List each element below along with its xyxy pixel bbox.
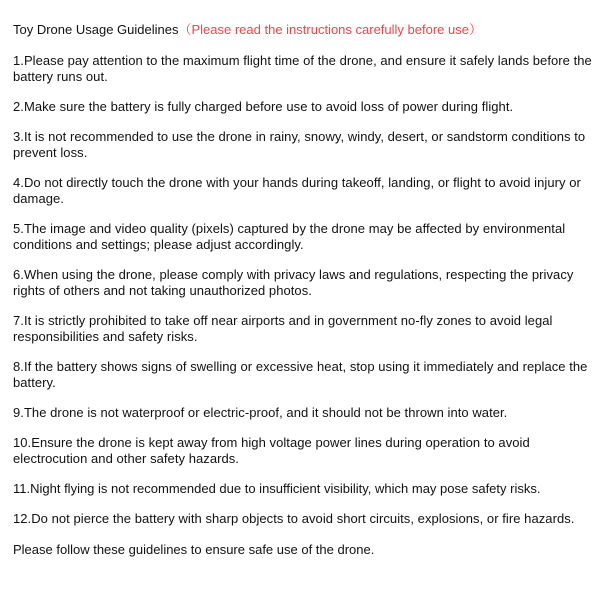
document-title-line xyxy=(13,22,597,38)
guideline-item-9: 9.The drone is not waterproof or electric-proof, and it should not be thrown into water. xyxy=(13,405,508,420)
guideline-list xyxy=(13,53,597,527)
guideline-item-1: 1.Please pay attention to the maximum flight time of the drone, and ensure it safely lands before the battery runs out. xyxy=(13,53,592,84)
guideline-item-10: 10.Ensure the drone is kept away from high voltage power lines during operation to avoid electrocution and other safety hazards. xyxy=(13,435,530,466)
guideline-item-4: 4.Do not directly touch the drone with your hands during takeoff, landing, or flight to avoid injury or damage. xyxy=(13,175,581,206)
guideline-item-7: 7.It is strictly prohibited to take off near airports and in government no-fly zones to avoid legal responsibilities and safety risks. xyxy=(13,313,553,344)
guideline-item-6: 6.When using the drone, please comply with privacy laws and regulations, respecting the privacy rights of others and not taking unauthorized photos. xyxy=(13,267,574,298)
title-note: （Please read the instructions carefully before use） xyxy=(178,22,482,37)
guideline-item-3: 3.It is not recommended to use the drone in rainy, snowy, windy, desert, or sandstorm conditions to prevent loss. xyxy=(13,129,586,160)
document-title: Toy Drone Usage Guidelines xyxy=(13,22,179,37)
guideline-item-8: 8.If the battery shows signs of swelling or excessive heat, stop using it immediately and replace the battery. xyxy=(13,359,588,390)
guidelines-document xyxy=(13,22,597,558)
guideline-item-11: 11.Night flying is not recommended due to insufficient visibility, which may pose safety risks. xyxy=(13,481,541,496)
guideline-item-5: 5.The image and video quality (pixels) captured by the drone may be affected by environmental conditions and settings; please adjust accordingly. xyxy=(13,221,566,252)
guideline-item-2: 2.Make sure the battery is fully charged before use to avoid loss of power during flight. xyxy=(13,99,514,114)
closing-statement: Please follow these guidelines to ensure safe use of the drone. xyxy=(13,542,375,557)
guideline-item-12: 12.Do not pierce the battery with sharp objects to avoid short circuits, explosions, or fire hazards. xyxy=(13,511,575,526)
